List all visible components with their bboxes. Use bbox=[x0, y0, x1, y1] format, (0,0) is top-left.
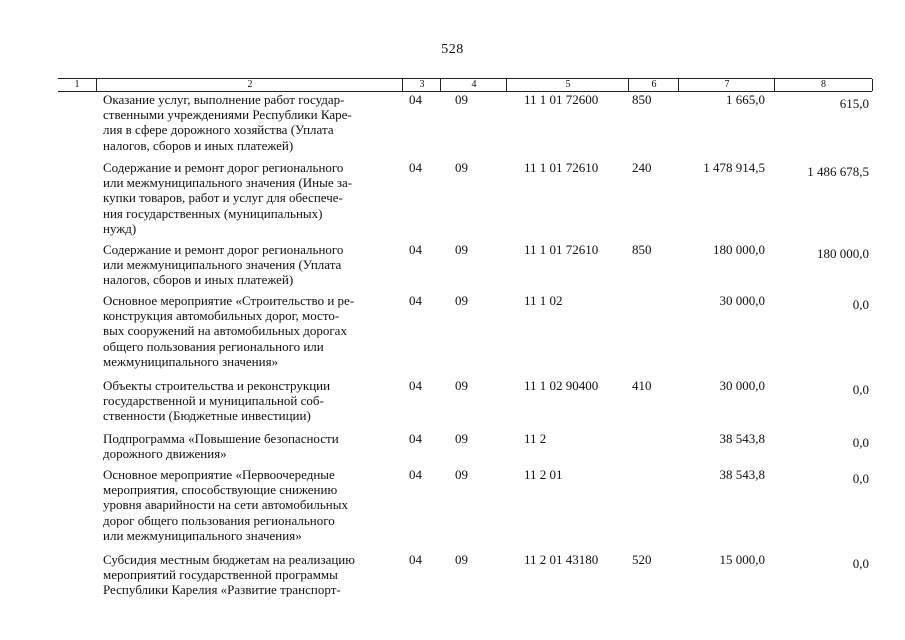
cell-subsection: 09 bbox=[455, 431, 468, 446]
row-name bbox=[103, 242, 403, 288]
header-col-6: 6 bbox=[628, 79, 679, 91]
header-col-3: 3 bbox=[402, 79, 441, 91]
row-name bbox=[103, 378, 403, 424]
name-line: Оказание услуг, выполнение работ государ- bbox=[103, 92, 345, 107]
table-body bbox=[0, 92, 905, 602]
cell-amount-2: 0,0 bbox=[852, 556, 869, 571]
cell-section: 04 bbox=[409, 431, 422, 446]
header-col-7: 7 bbox=[678, 79, 775, 91]
table-row bbox=[0, 242, 905, 293]
name-line: дорожного движения» bbox=[103, 446, 227, 462]
header-col-2: 2 bbox=[96, 79, 403, 91]
name-line: Содержание и ремонт дорог регионального bbox=[103, 160, 344, 175]
name-line: ственными учреждениями Республики Каре- bbox=[103, 107, 352, 123]
name-line: Содержание и ремонт дорог регионального bbox=[103, 242, 344, 257]
name-line: Основное мероприятие «Первоочередные bbox=[103, 467, 335, 482]
cell-target-article: 11 1 01 72600 bbox=[524, 92, 599, 107]
table-row bbox=[0, 293, 905, 378]
cell-expense-type: 520 bbox=[632, 552, 652, 567]
cell-amount-1: 38 543,8 bbox=[719, 467, 765, 482]
table-row bbox=[0, 431, 905, 467]
row-name bbox=[103, 431, 403, 461]
header-col-1: 1 bbox=[74, 79, 80, 90]
row-name bbox=[103, 467, 403, 543]
cell-section: 04 bbox=[409, 242, 422, 257]
cell-amount-1: 15 000,0 bbox=[719, 552, 765, 567]
name-line: или межмуниципального значения» bbox=[103, 527, 302, 543]
cell-amount-1: 180 000,0 bbox=[713, 242, 765, 257]
cell-target-article: 11 1 02 90400 bbox=[524, 378, 599, 393]
table-row bbox=[0, 467, 905, 552]
name-line: Республики Карелия «Развитие транспорт- bbox=[103, 582, 341, 598]
cell-target-article: 11 1 01 72610 bbox=[524, 242, 599, 257]
cell-subsection: 09 bbox=[455, 160, 468, 175]
cell-section: 04 bbox=[409, 160, 422, 175]
cell-subsection: 09 bbox=[455, 242, 468, 257]
cell-section: 04 bbox=[409, 552, 422, 567]
name-line: Субсидия местным бюджетам на реализацию bbox=[103, 552, 355, 567]
name-line: ния государственных (муниципальных) bbox=[103, 205, 323, 221]
header-col-8: 8 bbox=[774, 79, 873, 91]
cell-subsection: 09 bbox=[455, 378, 468, 393]
table-row bbox=[0, 378, 905, 431]
name-line: мероприятия, способствующие снижению bbox=[103, 482, 338, 498]
name-line: ственности (Бюджетные инвестиции) bbox=[103, 408, 311, 424]
name-line: государственной и муниципальной соб- bbox=[103, 393, 324, 409]
cell-amount-2: 615,0 bbox=[839, 96, 869, 111]
name-line: общего пользования регионального или bbox=[103, 338, 324, 354]
name-line: вых сооружений на автомобильных дорогах bbox=[103, 323, 347, 339]
name-line: нужд) bbox=[103, 220, 137, 236]
name-line: конструкция автомобильных дорог, мосто- bbox=[103, 308, 340, 324]
name-line: мероприятий государственной программы bbox=[103, 567, 338, 583]
cell-amount-1: 1 478 914,5 bbox=[703, 160, 765, 175]
cell-amount-2: 0,0 bbox=[852, 471, 869, 486]
table-header bbox=[58, 78, 872, 92]
cell-expense-type: 410 bbox=[632, 378, 652, 393]
name-line: или межмуниципального значения (Иные за- bbox=[103, 175, 353, 191]
cell-amount-1: 30 000,0 bbox=[719, 293, 765, 308]
cell-amount-2: 0,0 bbox=[852, 382, 869, 397]
cell-target-article: 11 2 01 bbox=[524, 467, 563, 482]
header-col-5: 5 bbox=[506, 79, 629, 91]
cell-section: 04 bbox=[409, 293, 422, 308]
cell-target-article: 11 1 02 bbox=[524, 293, 563, 308]
name-line: лия в сфере дорожного хозяйства (Уплата bbox=[103, 122, 334, 138]
cell-amount-2: 180 000,0 bbox=[817, 246, 869, 261]
cell-subsection: 09 bbox=[455, 92, 468, 107]
cell-section: 04 bbox=[409, 92, 422, 107]
table-row bbox=[0, 552, 905, 602]
cell-expense-type: 850 bbox=[632, 92, 652, 107]
cell-expense-type: 240 bbox=[632, 160, 652, 175]
name-line: уровня аварийности на сети автомобильных bbox=[103, 497, 349, 513]
cell-amount-2: 0,0 bbox=[852, 435, 869, 450]
cell-amount-1: 1 665,0 bbox=[726, 92, 765, 107]
row-name bbox=[103, 160, 403, 236]
row-name bbox=[103, 92, 403, 153]
name-line: дорог общего пользования регионального bbox=[103, 512, 335, 528]
page-number: 528 bbox=[441, 42, 464, 57]
cell-subsection: 09 bbox=[455, 467, 468, 482]
cell-amount-1: 30 000,0 bbox=[719, 378, 765, 393]
name-line: Подпрограмма «Повышение безопасности bbox=[103, 431, 339, 446]
cell-subsection: 09 bbox=[455, 552, 468, 567]
row-name bbox=[103, 552, 403, 598]
name-line: или межмуниципального значения (Уплата bbox=[103, 257, 342, 273]
name-line: межмуниципального значения» bbox=[103, 353, 279, 369]
cell-target-article: 11 1 01 72610 bbox=[524, 160, 599, 175]
table-row bbox=[0, 160, 905, 242]
header-col-4: 4 bbox=[440, 79, 507, 91]
name-line: налогов, сборов и иных платежей) bbox=[103, 272, 294, 288]
name-line: Объекты строительства и реконструкции bbox=[103, 378, 331, 393]
cell-expense-type: 850 bbox=[632, 242, 652, 257]
cell-section: 04 bbox=[409, 467, 422, 482]
name-line: налогов, сборов и иных платежей) bbox=[103, 137, 294, 153]
cell-amount-2: 1 486 678,5 bbox=[807, 164, 869, 179]
cell-subsection: 09 bbox=[455, 293, 468, 308]
cell-target-article: 11 2 bbox=[524, 431, 547, 446]
row-name bbox=[103, 293, 403, 369]
cell-amount-2: 0,0 bbox=[852, 297, 869, 312]
cell-amount-1: 38 543,8 bbox=[719, 431, 765, 446]
table-row bbox=[0, 92, 905, 160]
cell-section: 04 bbox=[409, 378, 422, 393]
cell-target-article: 11 2 01 43180 bbox=[524, 552, 599, 567]
name-line: купки товаров, работ и услуг для обеспече- bbox=[103, 190, 343, 206]
name-line: Основное мероприятие «Строительство и ре- bbox=[103, 293, 355, 308]
